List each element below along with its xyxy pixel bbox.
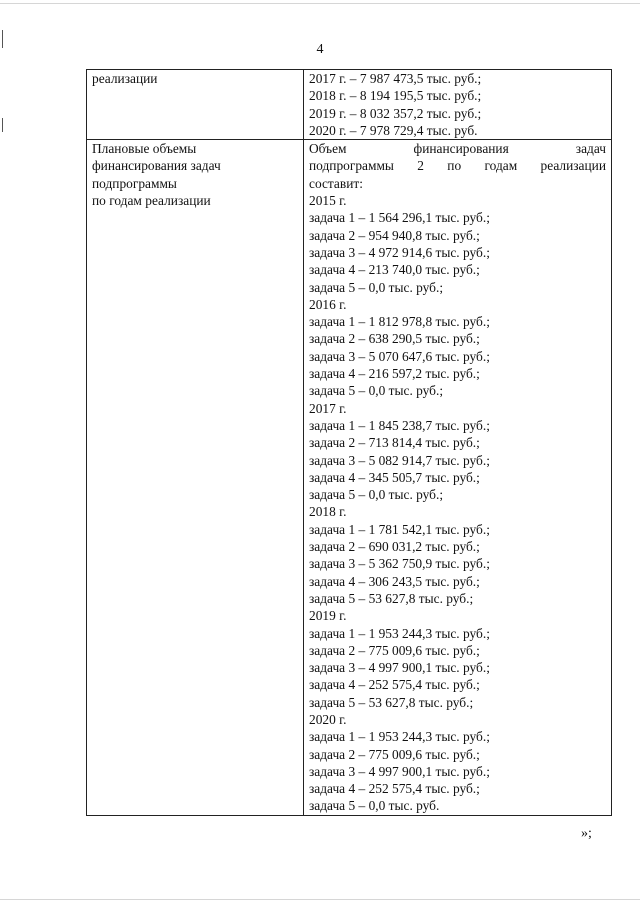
value-line: 2019 г. (309, 608, 347, 624)
value-line: 2018 г. (309, 504, 347, 520)
row-value-cell (304, 140, 612, 816)
value-line: 2018 г. – 8 194 195,5 тыс. руб.; (309, 88, 482, 104)
value-line: задача 1 – 1 845 238,7 тыс. руб.; (309, 417, 490, 433)
row-label-cell (87, 140, 304, 816)
value-line: 2015 г. (309, 193, 347, 209)
value-line: задача 3 – 5 082 914,7 тыс. руб.; (309, 452, 490, 468)
value-line: задача 5 – 0,0 тыс. руб.; (309, 487, 444, 503)
value-line: задача 4 – 216 597,2 тыс. руб.; (309, 366, 480, 382)
label-line: по годам реализации (92, 193, 211, 209)
label-line: Плановые объемы (92, 141, 197, 157)
value-line: задача 3 – 4 972 914,6 тыс. руб.; (309, 244, 490, 260)
value-line: задача 3 – 4 997 900,1 тыс. руб.; (309, 763, 490, 779)
table-row (87, 140, 612, 816)
value-line: задача 2 – 775 009,6 тыс. руб.; (309, 746, 480, 762)
value-line: задача 3 – 4 997 900,1 тыс. руб.; (309, 660, 490, 676)
value-line: 2019 г. – 8 032 357,2 тыс. руб.; (309, 105, 482, 121)
scan-margin-mark (2, 118, 3, 132)
label-line: подпрограммы (92, 175, 177, 191)
value-line: 2020 г. (309, 711, 347, 727)
scan-bottom-edge (0, 899, 640, 900)
label-line: реализации (92, 71, 158, 86)
value-line: составит: (309, 175, 363, 191)
value-line: задача 1 – 1 812 978,8 тыс. руб.; (309, 314, 490, 330)
value-line: 2017 г. – 7 987 473,5 тыс. руб.; (309, 71, 482, 86)
value-line: задача 5 – 0,0 тыс. руб.; (309, 383, 444, 399)
value-line: 2020 г. – 7 978 729,4 тыс. руб. (309, 122, 478, 138)
value-line: задача 3 – 5 070 647,6 тыс. руб.; (309, 348, 490, 364)
value-line: задача 4 – 252 575,4 тыс. руб.; (309, 677, 480, 693)
passport-table (86, 69, 612, 816)
value-line: задача 5 – 53 627,8 тыс. руб.; (309, 694, 474, 710)
intro-line: подпрограммы 2 по годам реализации (309, 158, 606, 174)
value-list (309, 175, 606, 815)
value-line: задача 2 – 638 290,5 тыс. руб.; (309, 331, 480, 347)
value-line: задача 4 – 306 243,5 тыс. руб.; (309, 573, 480, 589)
scan-top-edge (0, 3, 640, 4)
value-line: задача 5 – 0,0 тыс. руб. (309, 798, 440, 814)
value-line: задача 2 – 713 814,4 тыс. руб.; (309, 435, 480, 451)
value-line: задача 5 – 0,0 тыс. руб.; (309, 279, 444, 295)
value-line: задача 4 – 213 740,0 тыс. руб.; (309, 262, 480, 278)
value-line: задача 5 – 53 627,8 тыс. руб.; (309, 590, 474, 606)
table-row (87, 70, 612, 140)
value-line: задача 4 – 252 575,4 тыс. руб.; (309, 781, 480, 797)
intro-line: Объем финансирования задач (309, 141, 606, 157)
value-line: задача 1 – 1 781 542,1 тыс. руб.; (309, 521, 490, 537)
row-value-cell (304, 70, 612, 140)
value-line: задача 1 – 1 953 244,3 тыс. руб.; (309, 625, 490, 641)
closing-quote: »; (581, 826, 592, 841)
label-line: финансирования задач (92, 158, 221, 174)
value-line: задача 2 – 775 009,6 тыс. руб.; (309, 642, 480, 658)
value-line: задача 3 – 5 362 750,9 тыс. руб.; (309, 556, 490, 572)
value-line: задача 1 – 1 953 244,3 тыс. руб.; (309, 729, 490, 745)
value-line: 2016 г. (309, 296, 347, 312)
value-line: задача 4 – 345 505,7 тыс. руб.; (309, 469, 480, 485)
value-line: 2017 г. (309, 400, 347, 416)
row-label-cell (87, 70, 304, 140)
value-line: задача 1 – 1 564 296,1 тыс. руб.; (309, 210, 490, 226)
page-number: 4 (316, 42, 324, 57)
value-line: задача 2 – 954 940,8 тыс. руб.; (309, 227, 480, 243)
value-line: задача 2 – 690 031,2 тыс. руб.; (309, 539, 480, 555)
